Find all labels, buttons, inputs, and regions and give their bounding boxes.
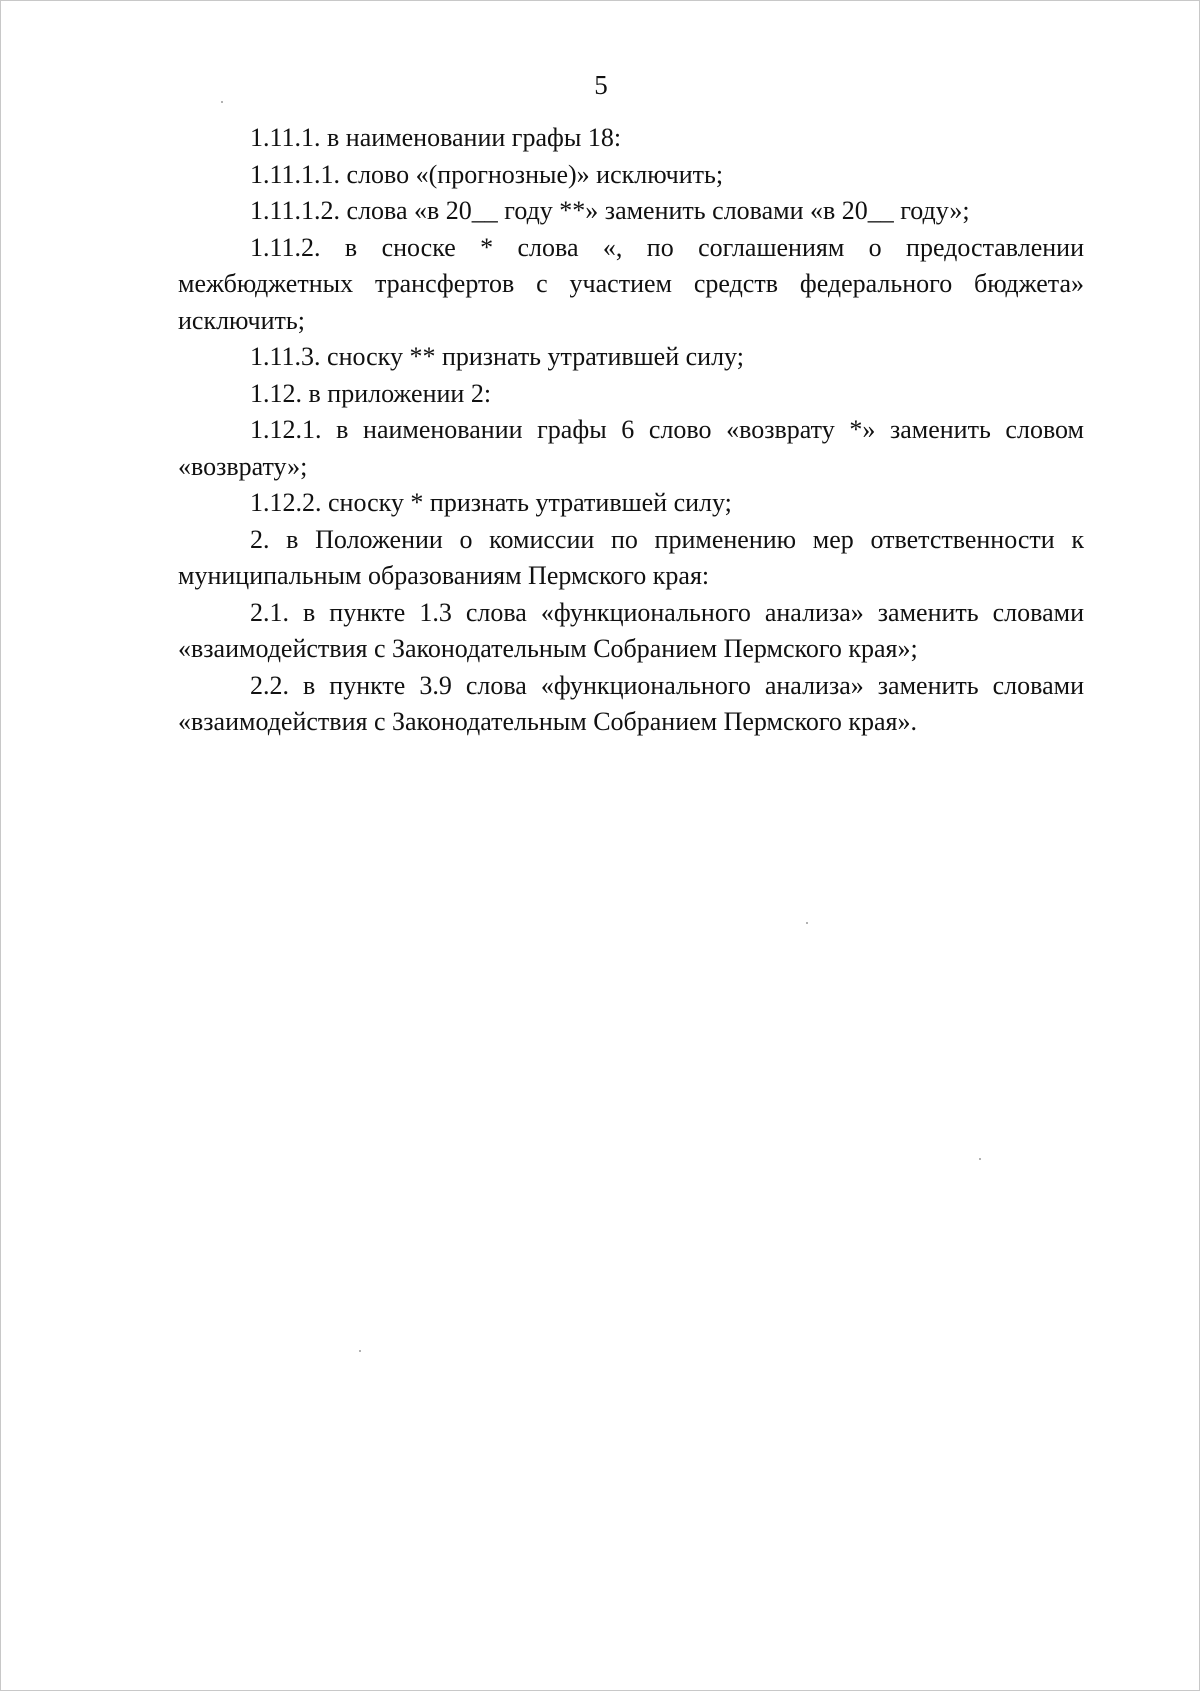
paragraph-2-1: 2.1. в пункте 1.3 слова «функционального анализа» заменить словами «взаимодействия с Законодательным Собранием Пермского края»;: [178, 597, 1084, 663]
document-body: [178, 120, 1084, 741]
scan-speck: [359, 1350, 361, 1352]
paragraph-1-12-2: 1.12.2. сноску * признать утратившей силу;: [250, 488, 732, 517]
paragraph-1-11-1: 1.11.1. в наименовании графы 18:: [250, 123, 622, 152]
paragraph-1-12-1: 1.12.1. в наименовании графы 6 слово «возврату *» заменить словом «возврату»;: [178, 415, 1084, 481]
paragraph-2: 2. в Положении о комиссии по применению мер ответственности к муниципальным образованиям Пермского края:: [178, 524, 1084, 590]
scan-speck: [221, 101, 223, 103]
scan-speck: [806, 922, 808, 924]
paragraph-2-2: 2.2. в пункте 3.9 слова «функционального анализа» заменить словами «взаимодействия с Законодательным Собранием Пермского края».: [178, 670, 1084, 736]
paragraph-1-11-1-1: 1.11.1.1. слово «(прогнозные)» исключить;: [250, 159, 724, 189]
paragraph-1-11-1-2: 1.11.1.2. слова «в 20__ году **» заменить словами «в 20__ году»;: [250, 196, 970, 225]
paragraph-1-11-2: 1.11.2. в сноске * слова «, по соглашениям о предоставлении межбюджетных трансфертов с участием средств федерального бюджета» исключить;: [178, 232, 1084, 335]
paragraph-1-12: 1.12. в приложении 2:: [250, 378, 492, 408]
scan-speck: [979, 1158, 981, 1160]
paragraph-1-11-3: 1.11.3. сноску ** признать утратившей силу;: [250, 342, 744, 371]
page-number: 5: [594, 70, 608, 100]
